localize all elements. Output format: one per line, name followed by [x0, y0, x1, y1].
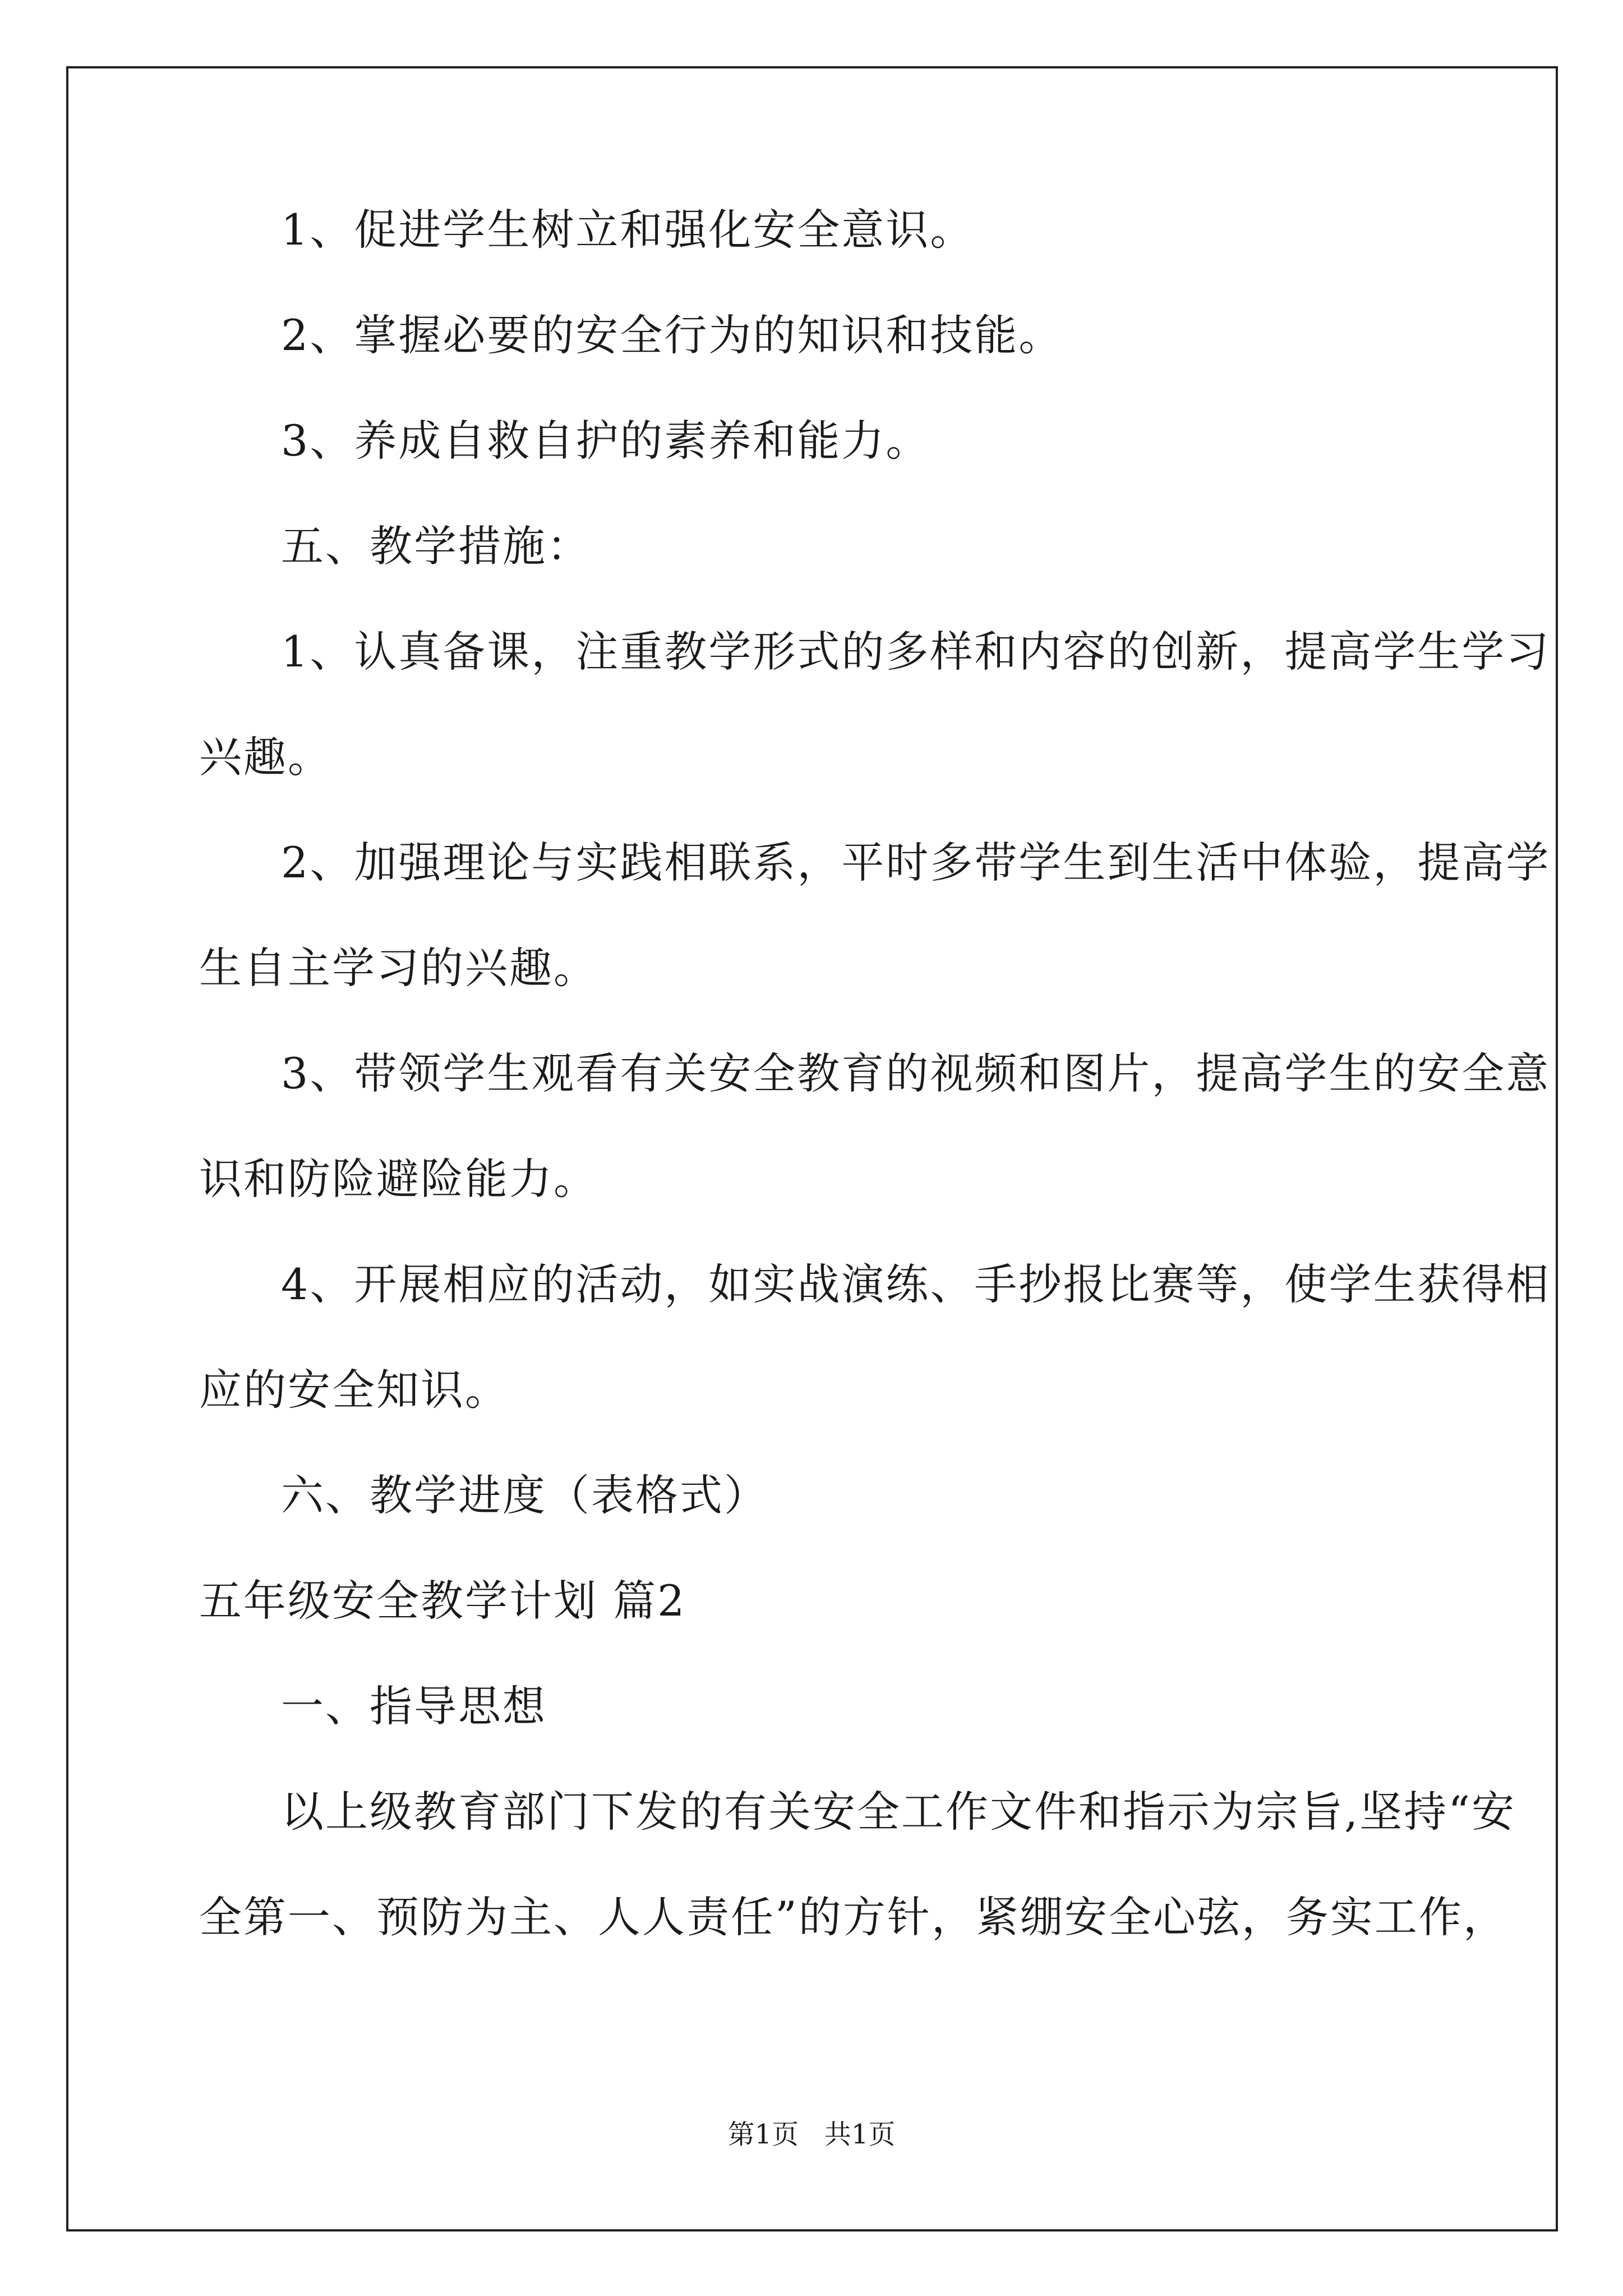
- paragraph-line: 2、掌握必要的安全行为的知识和技能。: [281, 310, 1063, 360]
- paragraph-line: 应的安全知识。: [199, 1365, 509, 1415]
- paragraph-line: 1、促进学生树立和强化安全意识。: [281, 205, 975, 255]
- document-title: 五年级安全教学计划 篇2: [199, 1576, 686, 1626]
- section-heading: 一、指导思想: [281, 1681, 547, 1731]
- paragraph-line: 以上级教育部门下发的有关安全工作文件和指示为宗旨,坚持“安: [281, 1787, 1516, 1837]
- page-footer: 第1页 共1页: [727, 2119, 896, 2150]
- section-heading: 五、教学措施：: [281, 521, 591, 571]
- paragraph-line: 4、开展相应的活动，如实战演练、手抄报比赛等，使学生获得相: [281, 1259, 1551, 1309]
- section-heading: 六、教学进度（表格式）: [281, 1470, 768, 1520]
- paragraph-line: 生自主学习的兴趣。: [199, 943, 598, 993]
- paragraph-line: 兴趣。: [199, 732, 332, 782]
- paragraph-line: 1、认真备课，注重教学形式的多样和内容的创新，提高学生学习: [281, 627, 1551, 677]
- paragraph-line: 2、加强理论与实践相联系，平时多带学生到生活中体验，提高学: [281, 838, 1551, 887]
- paragraph-line: 3、带领学生观看有关安全教育的视频和图片，提高学生的安全意: [281, 1048, 1551, 1098]
- paragraph-line: 3、养成自救自护的素养和能力。: [281, 416, 930, 466]
- paragraph-line: 识和防险避险能力。: [199, 1154, 598, 1204]
- document-body: [199, 202, 1551, 1945]
- paragraph-line: 全第一、预防为主、人人责任”的方针，紧绷安全心弦，务实工作，: [199, 1892, 1507, 1942]
